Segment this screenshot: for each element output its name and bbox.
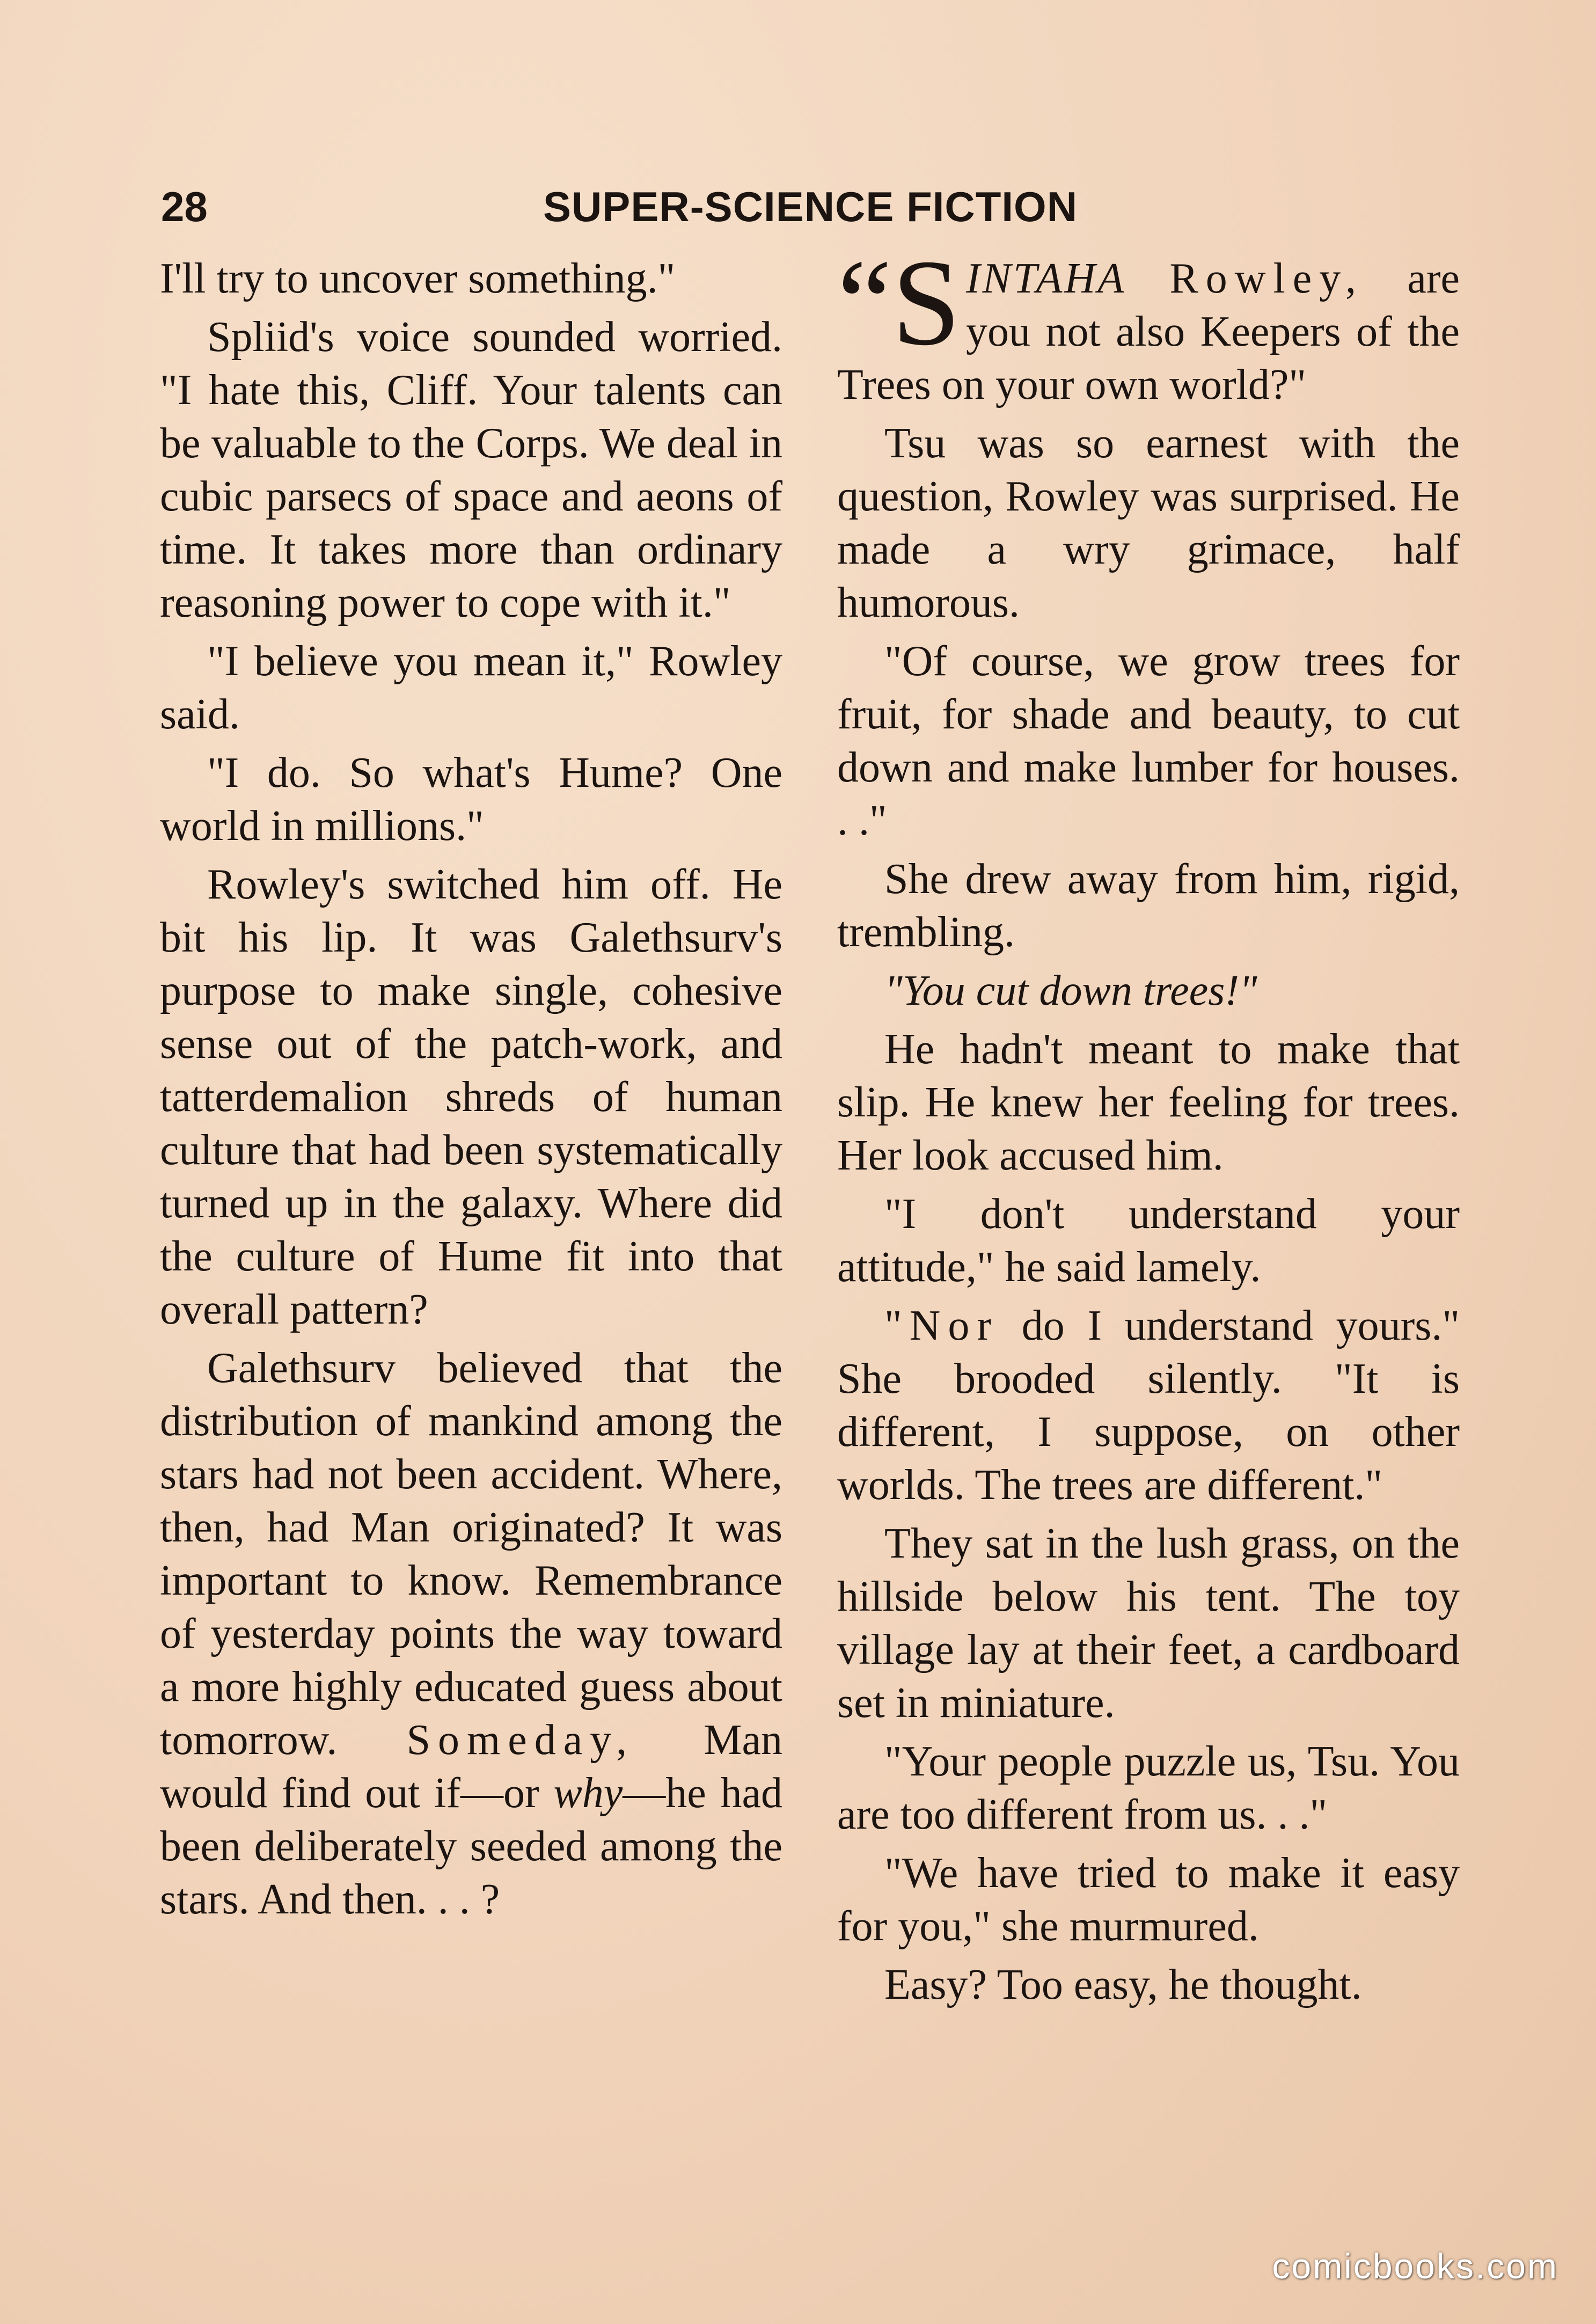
paragraph: Rowley's switched him off. He bit his lip. It was Galethsurv's purpose to make single, cohesive sense out of the patch-work, and tatterdemalion shreds of human culture that had been systematically turned up in the galaxy. Where did the culture of Hume fit into that overall pattern?	[160, 861, 782, 1333]
paragraph-text: do I understand yours." She brooded silently. "It is different, I suppose, on other worlds. The trees are different."	[837, 1302, 1460, 1509]
paragraph: "We have tried to make it easy for you," she murmured.	[837, 1850, 1460, 1950]
paragraph: "I don't understand your attitude," he said lamely.	[837, 1190, 1460, 1291]
left-column	[160, 252, 782, 2184]
paragraph: Tsu was so earnest with the question, Rowley was surprised. He made a wry grimace, half humorous.	[837, 420, 1460, 626]
small-caps-run: INTAHA	[966, 255, 1126, 302]
spaced-word: "Nor	[884, 1302, 999, 1349]
paragraph	[160, 1342, 782, 1926]
watermark-text: comicbooks.com	[1272, 2246, 1558, 2286]
italic-word: why	[553, 1770, 623, 1817]
drop-cap: “S	[837, 234, 961, 371]
paragraph: "I do. So what's Hume? One world in millions."	[160, 749, 782, 850]
paragraph: "Of course, we grow trees for fruit, for shade and beauty, to cut down and make lumber for houses. . ."	[837, 638, 1460, 844]
paragraph-text: Man would find out if—or	[160, 1716, 782, 1817]
spaced-word: Rowley,	[1169, 255, 1364, 302]
right-column	[837, 234, 1460, 2184]
italic-paragraph: "You cut down trees!"	[884, 967, 1257, 1014]
paragraph: "Your people puzzle us, Tsu. You are too different from us. . ."	[837, 1738, 1460, 1838]
running-title: SUPER-SCIENCE FICTION	[543, 183, 1078, 230]
paragraph: Easy? Too easy, he thought.	[884, 1961, 1362, 2008]
paragraph: They sat in the lush grass, on the hillside below his tent. The toy village lay at their feet, a cardboard set in miniature.	[837, 1520, 1460, 1727]
paragraph-text: Galethsurv believed that the distribution of mankind among the stars had not been accident. Where, then, had Man originated? It was important to know. Remembrance of yesterday points the way toward a more highly educated guess about tomorrow.	[160, 1344, 782, 1764]
paragraph: "I believe you mean it," Rowley said.	[160, 638, 782, 738]
paragraph-text: —he had been deliberately seeded among the stars. And then. . . ?	[160, 1770, 782, 1923]
paragraph	[837, 1299, 1460, 1512]
page-header	[161, 177, 1460, 236]
paragraph: He hadn't meant to make that slip. He knew her feeling for trees. Her look accused him.	[837, 1026, 1460, 1179]
paragraph: She drew away from him, rigid, trembling.	[837, 856, 1460, 956]
paragraph-text: are you not also Keepers of the Trees on your own world?"	[837, 255, 1460, 408]
paragraph: I'll try to uncover something."	[160, 255, 676, 302]
opening-paragraph	[837, 234, 1460, 412]
paragraph: Spliid's voice sounded worried. "I hate this, Cliff. Your talents can be valuable to the Corps. We deal in cubic parsecs of space and aeons of time. It takes more than ordinary reasoning power to cope with it."	[160, 313, 782, 626]
spaced-word: Someday,	[406, 1716, 635, 1764]
page-number: 28	[161, 183, 208, 230]
